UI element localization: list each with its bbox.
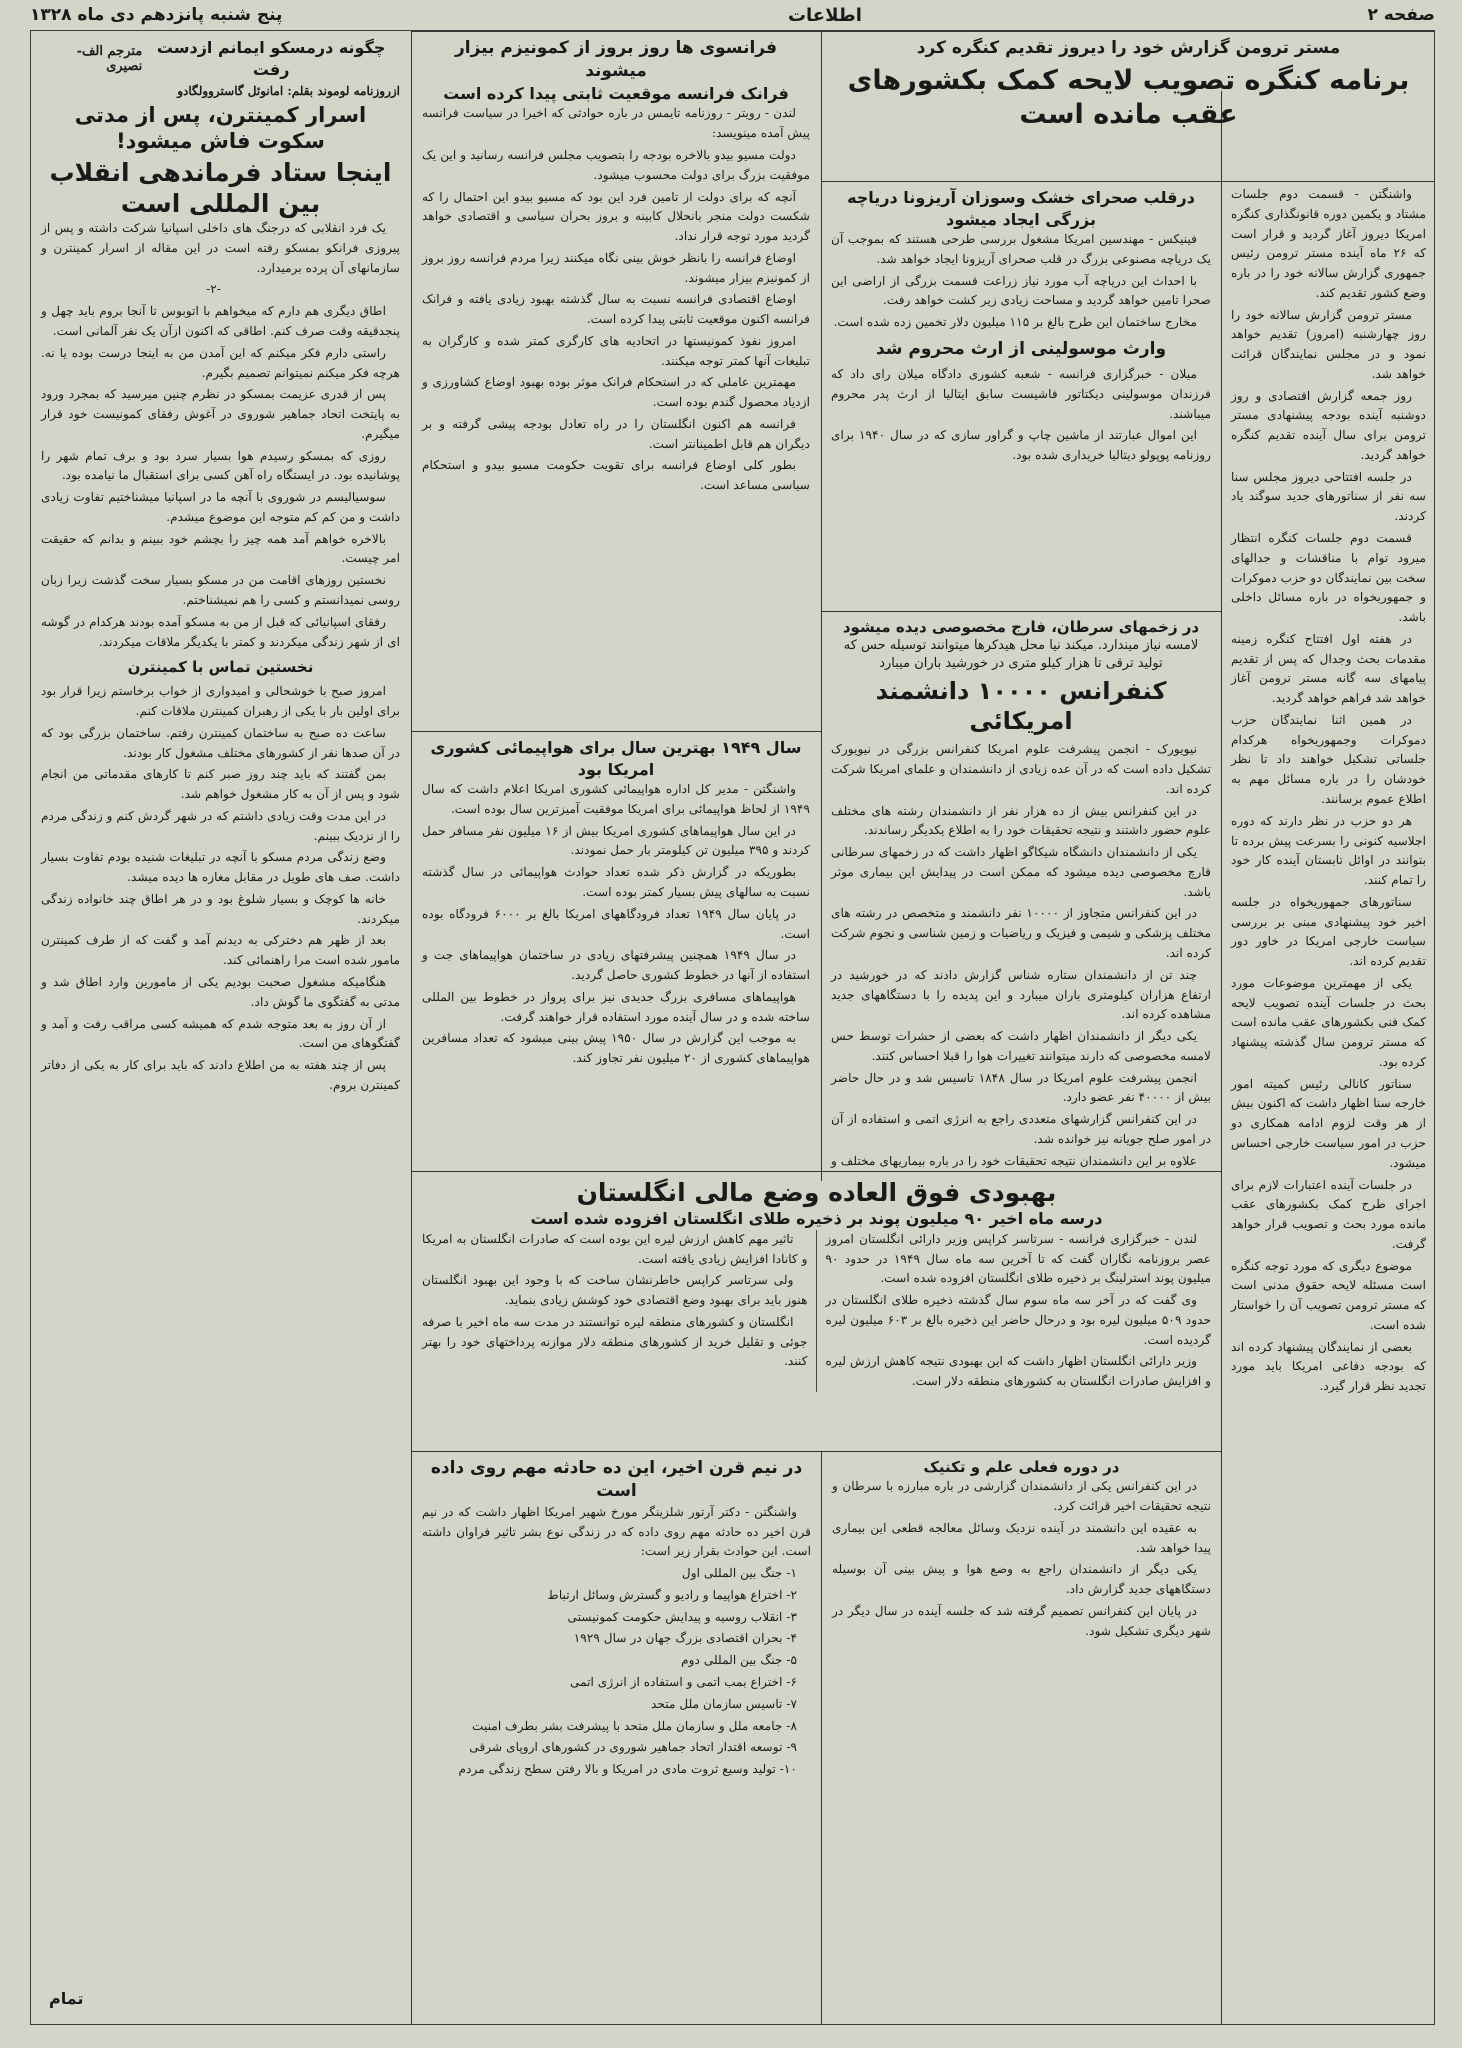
paragraph: در پایان سال ۱۹۴۹ تعداد فرودگاههای امریکا بالغ بر ۶۰۰۰ فرودگاه بوده است. xyxy=(422,906,810,941)
arizona-article xyxy=(821,183,1221,611)
paragraph: نخستین روزهای اقامت من در مسکو بسیار سخت گذشت زیرا زبان روسی نمیدانستم و کسی را هم نمیشناختم. xyxy=(41,573,400,607)
uk-finance-body xyxy=(422,1230,1211,1392)
france-headline: فرانسوی ها روز بروز از کمونیزم بیزار میشوند xyxy=(454,38,777,81)
paragraph: بعضی از نمایندگان پیشنهاد کرده اند که بودجه دفاعی امریکا باید مورد تجدید نظر قرار گیرد. xyxy=(1231,1339,1426,1394)
paragraph: وی گفت که در آخر سه ماه سوم سال گذشته ذخیره طلای انگلستان در حدود ۵۰۹ میلیون لیره بود و درحال حاضر این ذخیره بالغ بر ۶۰۳ میلیون لیره گردیده است. xyxy=(825,1293,1212,1347)
paragraph: روزی که بمسکو رسیدم هوا بسیار سرد بود و برف تمام شهر را پوشانیده بود. در ایستگاه راه آهن کسی برای استقبال ما نیامده بود. xyxy=(41,448,400,483)
paragraph: خانه ها کوچک و بسیار شلوغ بود و در هر اطاق چند خانواده زندگی میکردند. xyxy=(41,891,400,926)
paragraph: لندن - خبرگزاری فرانسه - سرتاسر کراپس وزیر دارائی انگلستان امروز عصر بروزنامه نگاران گفت که تا آخرین سه ماه سال ۱۹۴۹ در حدود ۹۰ میلیون پوند استرلینگ بر ذخیره طلای انگلستان افزوده شده است. xyxy=(825,1231,1211,1286)
scientists-conference-article xyxy=(821,613,1221,1171)
list-item: ۵- جنگ بین المللی دوم xyxy=(681,1653,797,1668)
paragraph: یکی دیگر از دانشمندان راجع به وضع هوا و پیش بینی آن بوسیله دستگاههای جدید گزارش داد. xyxy=(832,1562,1211,1597)
list-item: ۷- تاسیس سازمان ملل متحد xyxy=(651,1696,797,1711)
paragraph: امروز نفوذ کمونیستها در اتحادیه های کارگری کمتر شده و کارگران به تبلیغات آنها کمتر توجه میکنند. xyxy=(422,333,810,368)
comintern-headline-a: اسرار کمینترن، پس از مدتی سکوت فاش میشود! xyxy=(74,103,367,154)
paragraph: موضوع دیگری که مورد توجه کنگره است مسئله لایحه حقوق مدنی است که مستر ترومن تصویب آن را خواستار شده است. xyxy=(1231,1258,1426,1332)
paragraph: میلان - خبرگزاری فرانسه - شعبه کشوری دادگاه میلان رای داد که فرزندان موسولینی دیکتاتور فاشیست سابق ایتالیا از ارث پدر محروم میباشند. xyxy=(831,367,1211,421)
paragraph: فرانسه هم اکنون انگلستان را در راه تعادل بودجه پیشی گرفته و بر دیگران هم قابل اطمینانتر است. xyxy=(422,416,810,451)
paragraph: -۲- xyxy=(206,282,221,297)
paragraph: قسمت دوم جلسات کنگره انتظار میرود توام با مناقشات و جدالهای سخت بین نمایندگان دو حزب دموکرات و جمهوریخواه در باره مسائل داخلی باشد. xyxy=(1231,531,1426,625)
france-article xyxy=(412,33,820,731)
comintern-headline-b: اینجا ستاد فرماندهی انقلاب بین المللی است xyxy=(49,157,392,218)
masthead-newspaper-name: اطلاعات xyxy=(787,4,862,26)
arizona-body xyxy=(831,230,1211,333)
comintern-body xyxy=(41,219,400,652)
article-end-mark: تمام xyxy=(49,1989,84,2008)
congress-kicker: مستر ترومن گزارش خود را دیروز تقدیم کنگره کرد xyxy=(916,38,1341,58)
paragraph: تاثیر مهم کاهش ارزش لیره این بوده است که صادرات انگلستان به امریکا و کانادا افزایش زیادی یافته است. xyxy=(422,1231,808,1266)
paragraph: وزیر دارائی انگلستان اظهار داشت که این بهبودی نتیجه کاهش ارزش لیره و افزایش صادرات انگلستان به کشورهای منطقه دلار است. xyxy=(825,1354,1211,1389)
list-item: ۴- بحران اقتصادی بزرگ جهان در سال ۱۹۲۹ xyxy=(573,1631,797,1646)
uk-finance-article xyxy=(412,1173,1221,1451)
column-rule xyxy=(411,31,1435,32)
paragraph: چند تن از دانشمندان ستاره شناس گزارش دادند که در خورشید در ارتفاع هزاران کیلومتری باران میبارد و این پدیده را با دستگاههای جدید مشاهده کرده اند. xyxy=(831,967,1211,1022)
paragraph: سناتور کانالی رئیس کمیته امور خارجه سنا اظهار داشت که اکنون بیش از هر وقت لزوم ادامه همکاری دو حزب در امور سیاست خارجی احساس میشود. xyxy=(1231,1076,1426,1170)
column-rule xyxy=(411,1451,1221,1452)
aviation-headline: سال ۱۹۴۹ بهترین سال برای هواپیمائی کشوری امریکا بود xyxy=(430,738,802,779)
france-body xyxy=(422,104,810,496)
paragraph: ساعت ده صبح به ساختمان کمینترن رفتم. ساختمان بزرگی بود که در آن صدها نفر از کشورهای مختلف مشغول کار بودند. xyxy=(41,725,400,760)
paragraph: در همین اثنا نمایندگان حزب دموکرات وجمهوریخواه هرکدام جلساتی تشکیل خواهند داد تا نظر خودشان را در باره مسائل مهم به اطلاع عموم برسانند. xyxy=(1231,712,1426,806)
paragraph: رفقای اسپانیائی که قبل از من به مسکو آمده بودند هرکدام در گوشه ای از شهر زندگی میکردند و کمتر با یکدیگر ملاقات میکردند. xyxy=(41,614,400,649)
paragraph: بطوریکه در گزارش ذکر شده تعداد حوادث هواپیمائی در سال گذشته نسبت به سالهای پیش بسیار کمتر بوده است. xyxy=(422,865,810,900)
paragraph: در پایان این کنفرانس تصمیم گرفته شد که جلسه آینده در سال دیگر در شهر دیگری تشکیل شود. xyxy=(832,1603,1211,1638)
paragraph: در این کنفرانس متجاوز از ۱۰۰۰۰ نفر دانشمند و متخصص در رشته های مختلف پزشکی و شیمی و فیزیک و ریاضیات و زمین شناسی و نجوم شرکت کرده اند. xyxy=(831,906,1211,960)
paragraph: در هفته اول افتتاح کنگره زمینه مقدمات بحث وجدال که پس از تقدیم پیامهای سه گانه مستر ترومن آغاز خواهد شد فراهم خواهد گردید. xyxy=(1231,631,1426,706)
aviation-article xyxy=(412,733,820,1171)
list-item: ۲- اختراع هواپیما و رادیو و گسترش وسائل ارتباط xyxy=(547,1587,797,1602)
masthead-page-number: صفحه ۲ xyxy=(1367,5,1435,25)
paragraph: هنگامیکه مشغول صحبت بودیم یکی از مامورین وارد اطاق شد و مدتی به گفتگوی ما گوش داد. xyxy=(41,974,400,1009)
paragraph: پس از قدری عزیمت بمسکو در نظرم چنین میرسید که بمجرد ورود به پایتخت اتحاد جماهیر شوروی در آغوش رفقای کمونیست خود قرار میگیرم. xyxy=(41,387,400,441)
paragraph: یک فرد انقلابی که درجنگ های داخلی اسپانیا شرکت داشته و پس از پیروزی فرانکو بمسکو رفته است در این مقاله از اسرار کمینترن و سازمانهای آن پرده برمیدارد. xyxy=(41,221,400,275)
paragraph: ولی سرتاسر کراپس خاطرنشان ساخت که با وجود این بهبود انگلستان هنوز باید برای بهبود وضع اقتصادی خود کوشش زیادی بنماید. xyxy=(422,1273,808,1308)
paragraph: پس از چند هفته به من اطلاع دادند که باید برای کار به یکی از دفاتر کمینترن بروم. xyxy=(41,1058,400,1092)
paragraph: با احداث این دریاچه آب مورد نیاز زراعت قسمت بزرگی از اراضی این صحرا تامین خواهد گردید و مساحت زیادی زیر کشت خواهد رفت. xyxy=(831,273,1211,308)
uk-finance-subheadline: درسه ماه اخیر ۹۰ میلیون پوند بر ذخیره طلای انگلستان افزوده شده است xyxy=(530,1209,1103,1229)
column-rule xyxy=(411,1171,1221,1172)
list-item: ۸- جامعه ملل و سازمان ملل متحد با پیشرفت بشر بطرف امنیت xyxy=(472,1718,797,1733)
paragraph: در جلسه افتتاحی دیروز مجلس سنا سه نفر از سناتورهای جدید سوگند یاد کردند. xyxy=(1231,469,1426,524)
congress-article-header xyxy=(821,33,1435,181)
paragraph: اطاق دیگری هم دارم که میخواهم با اتوبوس تا آنجا بروم باید چهل و پنجدقیقه وقت صرف کنم. اطاقی که اکنون ازآن یک نفر آلمانی است. xyxy=(41,304,400,339)
paragraph: در این سال هواپیماهای کشوری امریکا بیش از ۱۶ میلیون نفر مسافر حمل کردند و ۳۹۵ میلیون تن کیلومتر بار حمل نمودند. xyxy=(422,823,810,858)
paragraph: بالاخره خواهم آمد همه چیز را بچشم خود ببینم و بدانم که حقیقت امر چیست. xyxy=(41,531,400,566)
paragraph: این اموال عبارتند از ماشین چاپ و گراور سازی که در سال ۱۹۴۰ برای روزنامه پوپولو دیتالیا خریداری شده بود. xyxy=(831,428,1211,463)
list-item: ۶- اختراع بمب اتمی و استفاده از انرژی اتمی xyxy=(569,1675,797,1689)
ten-events-article xyxy=(412,1453,821,2025)
column-rule xyxy=(411,731,821,732)
science-continued-article xyxy=(822,1453,1221,2025)
paragraph: مهمترین عاملی که در استحکام فرانک موثر بوده بهبود اوضاع کشاورزی و ازدیاد محصول گندم بوده است. xyxy=(422,375,810,410)
scientists-kicker: در زخمهای سرطان، فارج مخصوصی دیده میشود xyxy=(842,618,1200,636)
paragraph: بطور کلی اوضاع فرانسه برای تقویت حکومت مسیو بیدو و استحکام سیاسی مساعد است. xyxy=(422,458,810,493)
scientists-headline: کنفرانس ۱۰۰۰۰ دانشمند امریکائی xyxy=(875,677,1167,736)
arizona-headline: درقلب صحرای خشک وسوزان آریزونا دریاچه بزرگی ایجاد میشود xyxy=(847,188,1195,229)
scientists-deck: لامسه نیاز میندارد. میکند نیا محل هیدکرها میتوانند توسیله حس که تولید ترقی تا هزار کیلو متری در خورشید باران میبارد xyxy=(843,638,1199,671)
newspaper-page xyxy=(30,30,1435,2025)
paragraph: در سال ۱۹۴۹ همچنین پیشرفتهای زیادی در ساختمان هواپیماهای جت و استفاده از آنها در خطوط کشوری حاصل گردید. xyxy=(422,948,810,983)
list-item: ۹- توسعه اقتدار اتحاد جماهیر شوروی در کشورهای اروپای شرقی xyxy=(469,1740,797,1755)
paragraph: فینیکس - مهندسین امریکا مشغول بررسی طرحی هستند که بموجب آن یک دریاچه مصنوعی بزرگ در قلب صحرای آریزونا ایجاد خواهد شد. xyxy=(831,232,1211,266)
paragraph: به عقیده این دانشمند در آینده نزدیک وسائل معالجه قطعی این بیماری پیدا خواهد شد. xyxy=(832,1520,1211,1555)
paragraph: یکی از مهمترین موضوعات مورد بحث در جلسات آینده تصویب لایحه کمک فنی بکشورهای عقب مانده است که مستر ترومن سال گذشته پیشنهاد کرده بود. xyxy=(1231,975,1426,1069)
paragraph: وضع زندگی مردم مسکو با آنچه در تبلیغات شنیده بودم تفاوت بسیار داشت. صف های طویل در مقابل مغازه ها دیده میشد. xyxy=(41,850,400,885)
translator-byline: مترجم الف- نصیری xyxy=(76,43,143,74)
paragraph: بعد از ظهر هم دخترکی به دیدنم آمد و گفت که از طرف کمینترن مامور شده است مرا راهنمائی کند. xyxy=(41,933,400,968)
paragraph: راستی دارم فکر میکنم که این آمدن من به اینجا درست بوده یا نه. هرچه فکر میکنم نمیتوانم تصمیم بگیرم. xyxy=(41,345,400,380)
paragraph: انجمن پیشرفت علوم امریکا در سال ۱۸۴۸ تاسیس شد و در حال حاضر بیش از ۴۰۰۰۰ نفر عضو دارد. xyxy=(831,1070,1211,1105)
scientists-body xyxy=(831,740,1211,1171)
paragraph: در این کنفرانس گزارشهای متعددی راجع به انرژی اتمی و استفاده از آن در امور صلح جویانه نیز خوانده شد. xyxy=(831,1112,1211,1146)
paragraph: سناتورهای جمهوریخواه در جلسه اخیر خود پیشنهادی مبنی بر بررسی سیاست خارجی امریکا در خاور دور تقدیم کرده اند. xyxy=(1231,894,1426,969)
paragraph: یکی دیگر از دانشمندان اظهار داشت که بعضی از حشرات توسط حس لامسه مخصوصی که دارند میتوانند تغییرات هوا را قبلا احساس کنند. xyxy=(831,1029,1211,1063)
paragraph: اوضاع اقتصادی فرانسه نسبت به سال گذشته بهبود زیادی یافته و فرانک فرانسه اکنون موقعیت ثابتی پیدا کرده است. xyxy=(422,292,810,327)
paragraph: سوسیالیسم در شوروی با آنچه ما در اسپانیا میشناختیم تفاوت زیادی داشت و من کم کم متوجه این موضوع میشدم. xyxy=(41,490,400,524)
paragraph: روز جمعه گزارش اقتصادی و روز دوشنبه آینده بودجه پیشنهادی مستر ترومن برای سال آینده تقدیم کنگره خواهد گردید. xyxy=(1231,388,1426,462)
mussolini-headline: وارث موسولینی از ارث محروم شد xyxy=(875,339,1167,360)
paragraph: اوضاع فرانسه را بانظر خوش بینی نگاه میکنند زیرا مردم فرانسه روز بروز از کمونیزم بیزار میشوند. xyxy=(422,250,810,285)
ten-events-body xyxy=(422,1503,811,1780)
paragraph: هر دو حزب در نظر دارند که دوره اجلاسیه کنونی را بسرعت پیش برده تا بتوانند در اوائل تابستان آینده کار خود را تمام کنند. xyxy=(1231,813,1426,888)
paragraph: انگلستان و کشورهای منطقه لیره توانستند در مدت سه ماه اخیر با صرفه جوئی و تقلیل خرید از کشورهای منطقه دلار موازنه پرداختهای خود را بهتر کنند. xyxy=(422,1314,808,1369)
uk-finance-headline: بهبودی فوق العاده وضع مالی انگلستان xyxy=(576,1178,1057,1207)
list-item: ۳- انقلاب روسیه و پیدایش حکومت کمونیستی xyxy=(567,1609,797,1624)
paragraph: واشنگتن - دکتر آرتور شلزینگر مورخ شهیر امریکا اظهار داشت که در نیم قرن اخیر ده حادثه مهم روی داده که در زندگی نوع بشر تاثیر فراوان داشته است. این حوادث بقرار زیر است: xyxy=(422,1504,811,1559)
paragraph: مستر ترومن گزارش سالانه خود را روز چهارشنبه (امروز) تقدیم خواهد نمود و در مجلس نمایندگان قرائت خواهد شد. xyxy=(1231,307,1426,381)
paragraph: دولت مسیو بیدو بالاخره بودجه را بتصویب مجلس فرانسه رسانید و این یک موفقیت بزرگ برای دولت محسوب میشود. xyxy=(422,148,810,182)
source-line: ازروزنامه لوموند بقلم: امانوئل گاستروولگادو xyxy=(177,84,400,99)
paragraph: امروز صبح با خوشحالی و امیدواری از خواب برخاستم زیرا قرار بود برای اولین بار با یکی از رهبران کمینترن ملاقات کنم. xyxy=(41,684,400,719)
paragraph: آنچه که برای دولت از تامین فرد این بود که مسیو بیدو این احتمال را که شکست دولت منجر بانحلال کابینه و بروز بحران سیاسی و اقتصادی خواهد گردید مورد توجه قرار نداد. xyxy=(422,189,810,244)
mussolini-body xyxy=(831,365,1211,466)
paragraph: مخارج ساختمان این طرح بالغ بر ۱۱۵ میلیون دلار تخمین زده شده است. xyxy=(833,315,1197,330)
paragraph: هواپیماهای مسافری بزرگ جدیدی نیز برای پرواز در خطوط بین المللی ساخته شده و در سال آینده مورد استفاده قرار خواهند گرفت. xyxy=(422,989,810,1024)
comintern-sub-body xyxy=(41,682,400,1095)
paragraph: علاوه بر این دانشمندان نتیجه تحقیقات خود را در باره بیماریهای مختلف و xyxy=(831,1153,1197,1168)
science-continued-headline: در دوره فعلی علم و تکنیک xyxy=(923,1458,1120,1476)
comintern-kicker: چگونه درمسکو ایمانم ازدست رفت xyxy=(156,38,386,79)
paragraph: در جلسات آینده اعتبارات لازم برای اجرای طرح کمک بکشورهای عقب مانده مورد بحث و تصویب قرار خواهد گرفت. xyxy=(1231,1177,1426,1251)
paragraph: نیویورک - انجمن پیشرفت علوم امریکا کنفرانس بزرگی در نیویورک تشکیل داده است که در آن عده زیادی از دانشمندان و علمای امریکا شرکت کرده اند. xyxy=(831,742,1211,796)
list-item: ۱- جنگ بین المللی اول xyxy=(681,1566,797,1581)
aviation-body xyxy=(422,780,810,1069)
masthead-date: پنج شنبه پانزدهم دی ماه ۱۳۲۸ xyxy=(30,5,283,25)
congress-article-body xyxy=(1221,181,1435,2025)
ten-events-headline: در نیم قرن اخیر، این ده حادثه مهم روی داده است xyxy=(430,1458,803,1501)
paragraph: از آن روز به بعد متوجه شدم که همیشه کسی مراقب رفت و آمد و گفتگوهای من است. xyxy=(41,1016,400,1051)
paragraph: به موجب این گزارش در سال ۱۹۵۰ پیش بینی میشود که تعداد مسافرین هواپیماهای کشوری از ۲۰ میلیون نفر تجاوز کند. xyxy=(422,1031,810,1066)
paragraph: بمن گفتند که باید چند روز صبر کنم تا کارهای مقدماتی من انجام شود و پس از آن به کار مشغول خواهم شد. xyxy=(41,767,400,802)
paragraph: یکی از دانشمندان دانشگاه شیکاگو اظهار داشت که در زخمهای سرطانی قارچ مخصوصی دیده میشود که ممکن است در پیدایش این بیماری موثر باشد. xyxy=(831,845,1211,899)
paragraph: واشنگتن - مدیر کل اداره هواپیمائی کشوری امریکا اعلام داشت که سال ۱۹۴۹ از لحاظ هواپیمائی برای امریکا موفقیت آمیزترین سال بوده است. xyxy=(422,782,810,816)
science-continued-body xyxy=(832,1477,1211,1641)
list-item: ۱۰- تولید وسیع ثروت مادی در امریکا و بالا رفتن سطح زندگی مردم xyxy=(458,1762,797,1777)
comintern-subheadline: نخستین تماس با کمینترن xyxy=(127,658,314,677)
paragraph: واشنگتن - قسمت دوم جلسات مشتاد و یکمین دوره قانونگذاری کنگره امریکا دیروز آغاز گردید و قرار است که ۲۶ ماه آینده مستر ترومن رئیس جمهوری گزارش سالانه خود را در باره وضع کشور تقدیم کند. xyxy=(1231,187,1427,300)
paragraph: در این کنفرانس یکی از دانشمندان گزارشی در باره مبارزه با سرطان و نتیجه تحقیقات اخیر قرائت کرد. xyxy=(832,1479,1211,1514)
column-rule xyxy=(821,611,1221,612)
comintern-article xyxy=(31,33,410,2025)
masthead xyxy=(30,0,1435,30)
paragraph: در این مدت وقت زیادی داشتم که در شهر گردش کنم و زندگی مردم را از نزدیک ببینم. xyxy=(41,808,400,843)
paragraph: در این کنفرانس بیش از ده هزار نفر از دانشمندان رشته های مختلف علوم حضور داشتند و نتیجه تحقیقات خود را به اطلاع یکدیگر رساندند. xyxy=(831,803,1211,838)
france-subheadline: فرانک فرانسه موقعیت ثابتی پیدا کرده است xyxy=(443,83,789,103)
paragraph: لندن - رویتر - روزنامه تایمس در باره حوادثی که اخیرا در سیاست فرانسه پیش آمده مینویسد: xyxy=(422,106,810,141)
congress-headline: برنامه کنگره تصویب لایحه کمک بکشورهای عقب مانده است xyxy=(847,64,1410,130)
